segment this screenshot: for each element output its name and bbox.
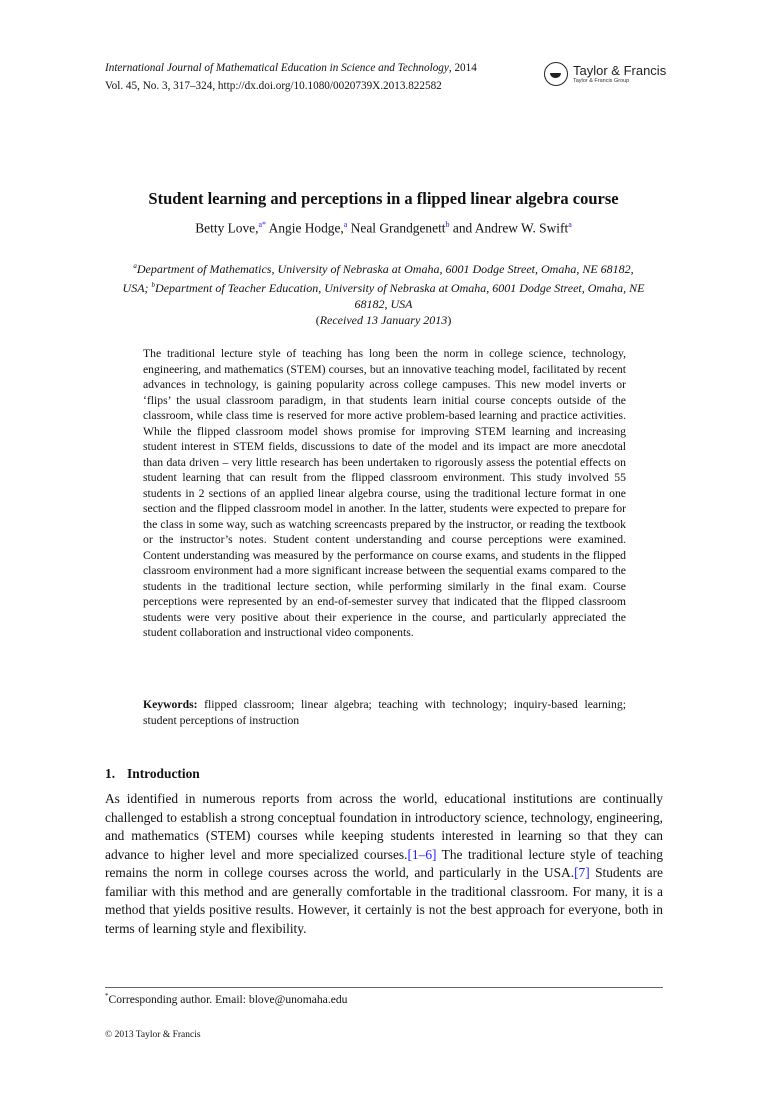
intro-text: Students are familiar with this method and are generally comfortable in the traditional classroom. For many, it is a method that yields positive results. However, it certainly is not the best approach for everyone, both in terms of learning style and flexibility.: [105, 865, 663, 936]
author: Betty Love,: [195, 220, 259, 236]
intro-paragraph: [105, 790, 663, 938]
received-text: Received 13 January 2013: [319, 313, 448, 327]
abstract: The traditional lecture style of teaching has long been the norm in college science, technology, engineering, and mathematics (STEM) courses, but an innovative teaching model, facilitated by recent advances in technology, is gaining popularity across college campuses. This new model inverts or ‘flips’ the usual classroom paradigm, in that students learn initial course concepts outside of the classroom, while class time is reserved for more active problem-based learning and practice activities. While the flipped classroom model shows promise for improving STEM learning and increasing student interest in STEM fields, discussions to date of the model and its impact are more anecdotal than data driven – very little research has been undertaken to rigorously assess the potential effects on student learning that can result from the flipped classroom environment. This study involved 55 students in 2 sections of an applied linear algebra course, using the traditional lecture format in one section and the flipped classroom model in another. In the latter, students were expected to prepare for the class in some way, such as watching screencasts prepared by the instructor, or reading the textbook or the instructor’s notes. Student content understanding and course perceptions were examined. Content understanding was measured by the performance on course exams, and students in the flipped classroom environment had a more significant increase between the sequential exams compared to the students in the traditional lecture section, while performing similarly in the final exam. Course perceptions were represented by an end-of-semester survey that indicated that the flipped classroom students were very positive about their experience in the course, and particularly appreciated the student collaboration and instructional video components.: [143, 347, 626, 639]
footnote-divider: [105, 987, 663, 988]
publisher-name: Taylor & Francis: [573, 62, 667, 78]
author: and Andrew W. Swift: [452, 220, 569, 236]
affil-marker: b: [151, 281, 156, 289]
journal-name: International Journal of Mathematical Education in Science and Technology: [105, 62, 449, 74]
affiliations: [120, 258, 647, 312]
keywords-label: Keywords:: [143, 698, 198, 711]
copyright: © 2013 Taylor & Francis: [105, 1030, 201, 1040]
author: Neal Grandgenett: [350, 220, 446, 236]
keywords: [143, 697, 626, 728]
section-number: 1.: [105, 766, 116, 781]
section-title: Introduction: [127, 766, 200, 781]
citation-link[interactable]: [7]: [574, 865, 590, 880]
journal-year: , 2014: [448, 62, 477, 74]
author: Angie Hodge,: [268, 220, 344, 236]
lamp-icon: [544, 62, 568, 86]
author-affil-link[interactable]: b: [445, 220, 450, 229]
received-date: [0, 313, 767, 328]
publisher-group: Taylor & Francis Group: [573, 77, 630, 84]
paren: (: [315, 313, 320, 327]
intro-text: As identified in numerous reports from across the world, educational institutions are continually challenged to establish a strong conceptual foundation in introductory science, technology, engineering, and mathematics (STEM) courses while keeping students interested in learning so that they can advance to higher level and more specialized courses.: [105, 791, 663, 862]
journal-citation: Vol. 45, No. 3, 317–324, http://dx.doi.org/10.1080/0020739X.2013.822582: [105, 80, 442, 92]
author-affil-link[interactable]: a*: [258, 220, 267, 229]
citation-link[interactable]: [1–6]: [407, 846, 437, 862]
author-affil-link[interactable]: a: [568, 220, 572, 229]
author-list: [0, 220, 767, 236]
section-heading: [105, 766, 200, 782]
affil-marker: a: [133, 262, 137, 270]
footnote-text: Corresponding author. Email: blove@unomaha.edu: [108, 992, 348, 1006]
paren: ): [447, 313, 452, 327]
paper-title: Student learning and perceptions in a flipped linear algebra course: [148, 189, 619, 208]
author-affil-link[interactable]: a: [343, 220, 348, 229]
journal-header: [105, 59, 477, 95]
footnote-marker: *: [105, 992, 109, 1000]
footnote: [105, 992, 347, 1006]
intro-text: The traditional lecture style of teaching remains the norm in college courses across the world, and particularly in the USA.: [105, 846, 663, 880]
affiliation-a: Department of Mathematics, University of Nebraska at Omaha, 6001 Dodge Street, Omaha, NE 68182, USA;: [122, 262, 634, 295]
publisher-logo: [544, 62, 666, 86]
keywords-text: flipped classroom; linear algebra; teaching with technology; inquiry-based learning; student perceptions of instruction: [143, 698, 626, 727]
affiliation-b: Department of Teacher Education, University of Nebraska at Omaha, 6001 Dodge Street, Omaha, NE 68182, USA: [155, 281, 645, 311]
